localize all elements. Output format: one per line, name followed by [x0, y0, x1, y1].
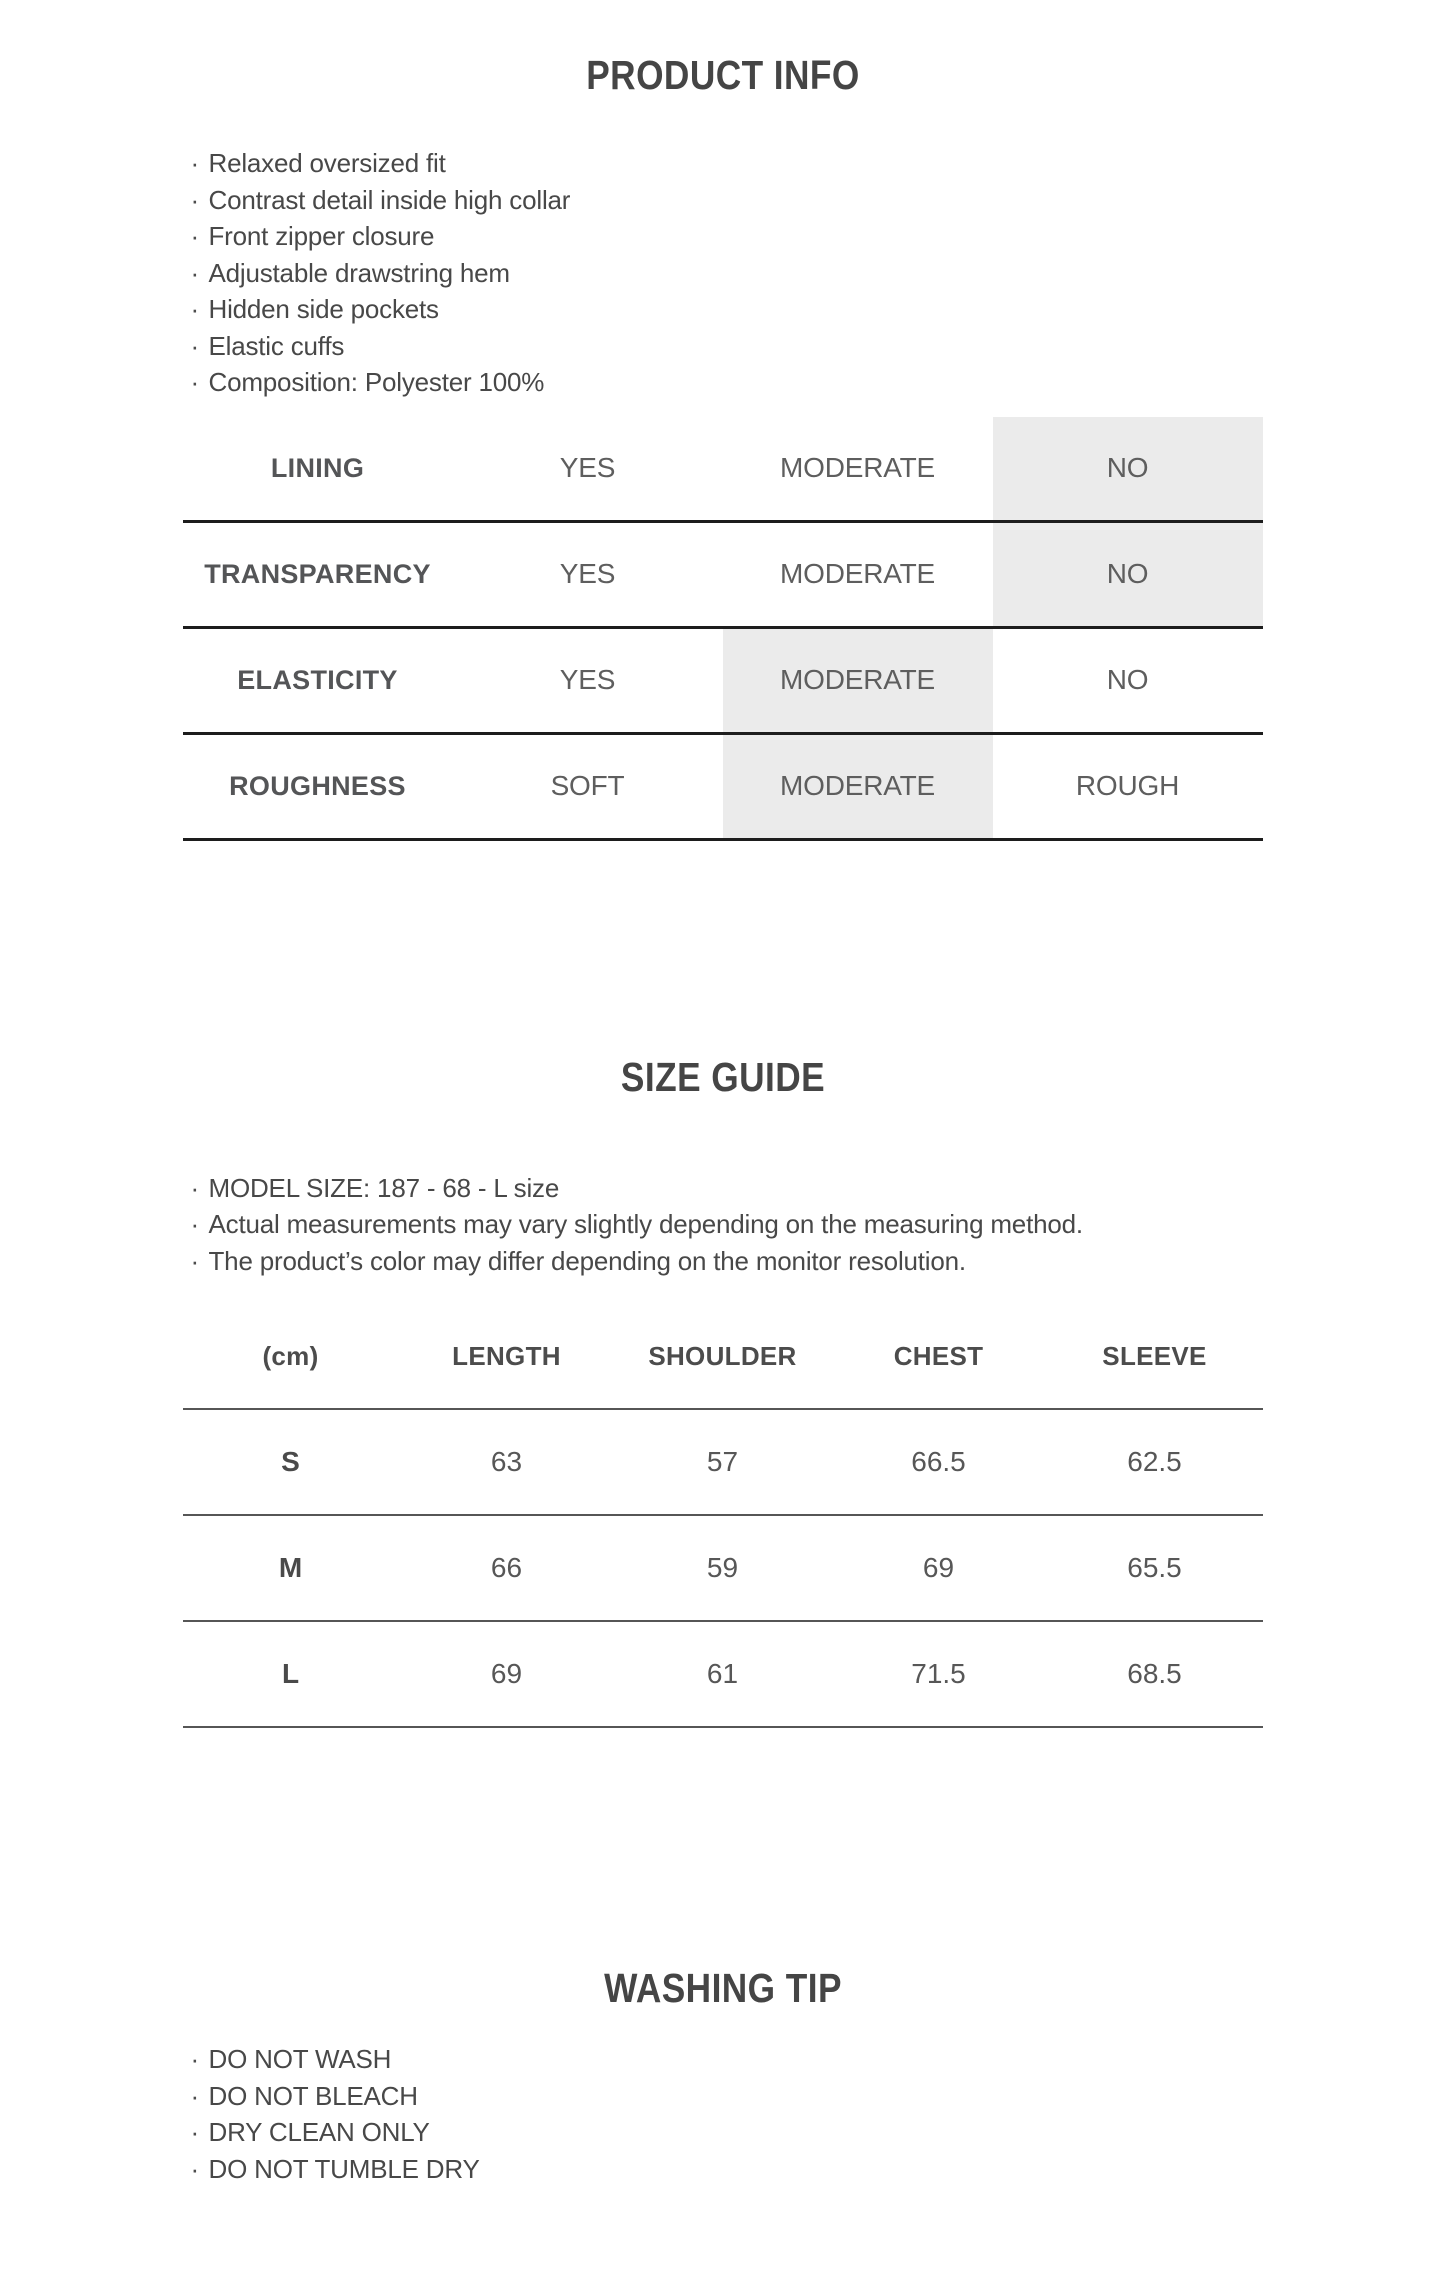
fabric-table-row [183, 521, 1263, 627]
bullet-dot-icon: · [190, 184, 199, 215]
size-table-header-row [183, 1304, 1263, 1409]
size-value-cell: 69 [490, 1658, 523, 1689]
bullet-text: Adjustable drawstring hem [208, 257, 510, 288]
size-guide-title: SIZE GUIDE [620, 1053, 825, 1100]
bullet-item [191, 145, 1263, 182]
size-value-cell: 62.5 [1127, 1446, 1182, 1477]
size-name-cell: L [281, 1658, 300, 1689]
bullet-text: MODEL SIZE: 187 - 68 - L size [208, 1172, 560, 1203]
bullet-item [191, 291, 1263, 328]
bullet-dot-icon: · [190, 2080, 199, 2111]
bullet-text: DO NOT BLEACH [208, 2080, 418, 2111]
fabric-option-cell-selected: NO [993, 521, 1263, 627]
bullet-item [191, 1206, 1263, 1243]
size-measurements-table [183, 1304, 1263, 1728]
bullet-dot-icon: · [190, 330, 199, 361]
bullet-dot-icon: · [190, 2044, 199, 2074]
bullet-item [191, 2078, 1263, 2115]
bullet-dot-icon: · [190, 1172, 199, 1203]
fabric-attribute-label: ELASTICITY [237, 664, 398, 695]
size-table-unit-header: (cm) [262, 1340, 319, 1371]
bullet-item [191, 182, 1263, 219]
bullet-item [191, 2151, 1263, 2188]
bullet-dot-icon: · [190, 1245, 199, 1276]
fabric-table-row [183, 417, 1263, 522]
product-info-section [183, 52, 1263, 841]
size-table-column-header: SLEEVE [1102, 1340, 1207, 1371]
bullet-item [191, 364, 1263, 401]
bullet-item [191, 255, 1263, 292]
size-value-cell: 69 [922, 1552, 955, 1583]
bullet-text: Composition: Polyester 100% [208, 367, 545, 397]
product-info-bullet-list [183, 145, 1263, 401]
size-value-cell: 66 [490, 1552, 523, 1583]
washing-tip-bullet-list [183, 2041, 1263, 2187]
fabric-option-cell: YES [559, 664, 616, 695]
fabric-attribute-label: LINING [270, 452, 365, 483]
fabric-attribute-label: ROUGHNESS [229, 770, 406, 801]
fabric-table-row [183, 627, 1263, 733]
size-value-cell: 66.5 [911, 1446, 966, 1477]
bullet-text: Elastic cuffs [208, 330, 345, 361]
size-table-row [183, 1621, 1263, 1727]
bullet-text: Actual measurements may vary slightly depending on the measuring method. [208, 1209, 1083, 1239]
fabric-option-cell-selected: NO [993, 417, 1263, 522]
size-value-cell: 71.5 [911, 1658, 966, 1689]
bullet-dot-icon: · [190, 257, 199, 288]
fabric-attributes-table [183, 417, 1263, 841]
bullet-text: DO NOT WASH [208, 2044, 392, 2074]
fabric-option-cell: NO [1106, 664, 1149, 695]
size-value-cell: 59 [706, 1552, 739, 1583]
bullet-dot-icon: · [190, 221, 199, 251]
fabric-option-cell: MODERATE [780, 452, 935, 483]
fabric-option-cell: YES [559, 452, 616, 483]
product-info-title: PRODUCT INFO [585, 52, 860, 98]
bullet-dot-icon: · [190, 367, 199, 397]
size-guide-section [183, 1053, 1263, 1729]
bullet-dot-icon: · [190, 2153, 199, 2184]
bullet-item [191, 328, 1263, 365]
size-value-cell: 63 [490, 1446, 523, 1477]
fabric-option-cell: SOFT [550, 770, 625, 801]
size-value-cell: 61 [706, 1658, 739, 1689]
size-table-column-header: LENGTH [452, 1340, 561, 1371]
washing-tip-title: WASHING TIP [603, 1965, 842, 2011]
bullet-dot-icon: · [190, 1209, 199, 1239]
bullet-text: Contrast detail inside high collar [208, 184, 571, 215]
size-name-cell: M [278, 1552, 303, 1583]
fabric-option-cell-selected: MODERATE [723, 733, 993, 839]
bullet-text: Relaxed oversized fit [208, 148, 446, 178]
washing-tip-section [183, 1965, 1263, 2187]
fabric-attribute-label: TRANSPARENCY [204, 558, 431, 589]
size-value-cell: 68.5 [1127, 1658, 1182, 1689]
bullet-item [191, 1243, 1263, 1280]
size-name-cell: S [281, 1446, 300, 1477]
size-table-row [183, 1409, 1263, 1515]
size-value-cell: 65.5 [1127, 1552, 1182, 1583]
bullet-text: Hidden side pockets [208, 294, 439, 324]
fabric-option-cell: MODERATE [780, 558, 935, 589]
size-table-column-header: CHEST [893, 1340, 984, 1371]
size-guide-bullet-list [183, 1170, 1263, 1280]
bullet-item [191, 1170, 1263, 1207]
size-table-column-header: SHOULDER [648, 1340, 797, 1371]
fabric-option-cell-selected: MODERATE [723, 627, 993, 733]
bullet-dot-icon: · [190, 148, 199, 178]
bullet-text: Front zipper closure [208, 221, 435, 251]
fabric-option-cell: ROUGH [1075, 770, 1180, 801]
bullet-text: DO NOT TUMBLE DRY [208, 2153, 480, 2184]
size-table-row [183, 1515, 1263, 1621]
bullet-text: The product’s color may differ depending on the monitor resolution. [208, 1245, 966, 1276]
size-value-cell: 57 [706, 1446, 739, 1477]
product-detail-content [183, 52, 1263, 2187]
bullet-item [191, 2041, 1263, 2078]
bullet-dot-icon: · [190, 2117, 199, 2147]
bullet-item [191, 218, 1263, 255]
fabric-option-cell: YES [559, 558, 616, 589]
bullet-item [191, 2114, 1263, 2151]
fabric-table-row [183, 733, 1263, 839]
bullet-dot-icon: · [190, 294, 199, 324]
bullet-text: DRY CLEAN ONLY [208, 2117, 430, 2147]
